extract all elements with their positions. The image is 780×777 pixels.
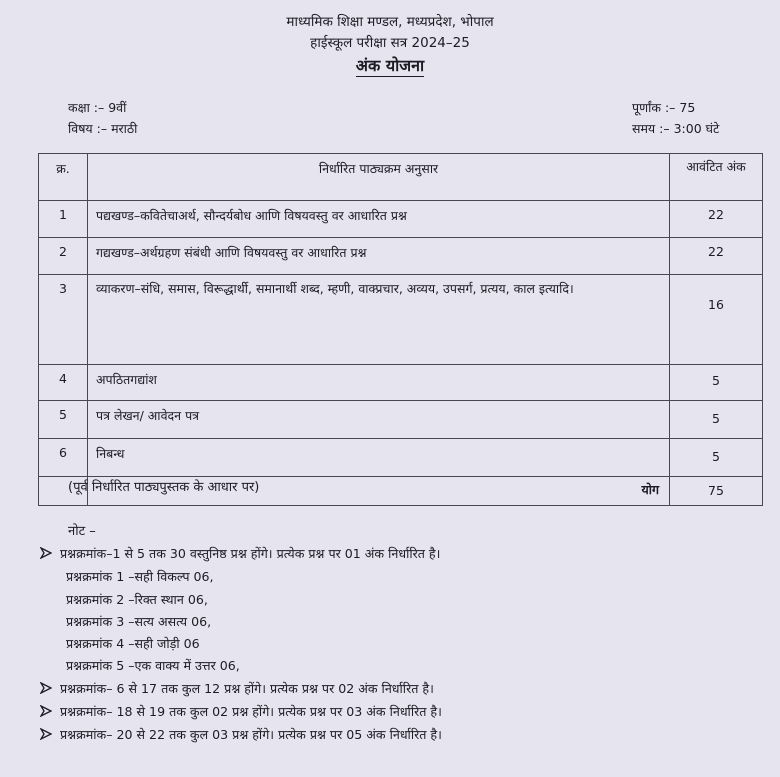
table-header-row bbox=[39, 154, 763, 201]
row-marks: 5 bbox=[670, 365, 763, 401]
note-label: नोट – bbox=[68, 524, 96, 539]
row-serial: 5 bbox=[39, 401, 88, 439]
table-row bbox=[39, 201, 763, 238]
full-marks-label: पूर्णांक :– 75 bbox=[632, 100, 696, 115]
marking-scheme-table bbox=[38, 153, 763, 506]
subject-label: विषय :– मराठी bbox=[68, 121, 138, 136]
total-marks: 75 bbox=[670, 477, 763, 506]
time-label: समय :– 3:00 घंटे bbox=[632, 121, 720, 136]
row-marks: 22 bbox=[670, 238, 763, 275]
row-topic: गद्यखण्ड–अर्थग्रहण संबंधी आणि विषयवस्तु वर आधारित प्रश्न bbox=[88, 238, 670, 275]
arrow-bullet-icon bbox=[40, 547, 52, 559]
rule-item: प्रश्नक्रमांक– 18 से 19 तक कुल 02 प्रश्न होंगे। प्रत्येक प्रश्न पर 03 अंक निर्धारित है। bbox=[60, 704, 442, 719]
total-label: योग bbox=[88, 477, 670, 506]
table-row bbox=[39, 401, 763, 439]
row-serial: 1 bbox=[39, 201, 88, 238]
table-row bbox=[39, 275, 763, 365]
rule-subitem: प्रश्नक्रमांक 5 –एक वाक्य में उत्तर 06, bbox=[66, 658, 240, 673]
rule-subitem: प्रश्नक्रमांक 2 –रिक्त स्थान 06, bbox=[66, 592, 208, 607]
arrow-bullet-icon bbox=[40, 705, 52, 717]
rule-item: प्रश्नक्रमांक–1 से 5 तक 30 वस्तुनिष्ठ प्रश्न होंगे। प्रत्येक प्रश्न पर 01 अंक निर्धारित है। bbox=[60, 546, 441, 561]
table-row bbox=[39, 439, 763, 477]
table-row bbox=[39, 365, 763, 401]
board-name: माध्यमिक शिक्षा मण्डल, मध्यप्रदेश, भोपाल bbox=[286, 14, 494, 30]
row-serial: 3 bbox=[39, 275, 88, 365]
rule-item: प्रश्नक्रमांक– 6 से 17 तक कुल 12 प्रश्न होंगे। प्रत्येक प्रश्न पर 02 अंक निर्धारित है। bbox=[60, 681, 434, 696]
row-serial: 2 bbox=[39, 238, 88, 275]
row-marks: 16 bbox=[670, 275, 763, 365]
row-marks: 5 bbox=[670, 401, 763, 439]
table-row bbox=[39, 238, 763, 275]
row-marks: 22 bbox=[670, 201, 763, 238]
header-serial: क्र. bbox=[39, 154, 88, 201]
arrow-bullet-icon bbox=[40, 682, 52, 694]
row-topic: व्याकरण–संधि, समास, विरूद्धार्थी, समानार्थी शब्द, म्हणी, वाक्प्रचार, अव्यय, उपसर्ग, प्रत्यय, काल इत्यादि। bbox=[88, 275, 670, 365]
exam-session: हाईस्कूल परीक्षा सत्र 2024–25 bbox=[310, 35, 470, 51]
arrow-bullet-icon bbox=[40, 728, 52, 740]
class-label: कक्षा :– 9वीं bbox=[68, 100, 127, 115]
rule-subitem: प्रश्नक्रमांक 4 –सही जोड़ी 06 bbox=[66, 636, 200, 651]
row-serial: 4 bbox=[39, 365, 88, 401]
textbook-basis-note: (पूर्व निर्धारित पाठ्यपुस्तक के आधार पर) bbox=[68, 480, 260, 495]
row-topic: पद्यखण्ड–कवितेचाअर्थ, सौन्दर्यबोध आणि विषयवस्तु वर आधारित प्रश्न bbox=[88, 201, 670, 238]
row-serial: 6 bbox=[39, 439, 88, 477]
row-topic: पत्र लेखन/ आवेदन पत्र bbox=[88, 401, 670, 439]
header-topic: निर्धारित पाठ्यक्रम अनुसार bbox=[88, 154, 670, 201]
row-topic: अपठितगद्यांश bbox=[88, 365, 670, 401]
row-marks: 5 bbox=[670, 439, 763, 477]
rule-subitem: प्रश्नक्रमांक 1 –सही विकल्प 06, bbox=[66, 569, 214, 584]
row-topic: निबन्ध bbox=[88, 439, 670, 477]
rule-subitem: प्रश्नक्रमांक 3 –सत्य असत्य 06, bbox=[66, 614, 212, 629]
rule-item: प्रश्नक्रमांक– 20 से 22 तक कुल 03 प्रश्न होंगे। प्रत्येक प्रश्न पर 05 अंक निर्धारित है। bbox=[60, 727, 442, 742]
page-title-text: अंक योजना bbox=[355, 56, 425, 75]
page-title bbox=[0, 54, 780, 76]
header-marks: आवंटित अंक bbox=[670, 154, 763, 201]
